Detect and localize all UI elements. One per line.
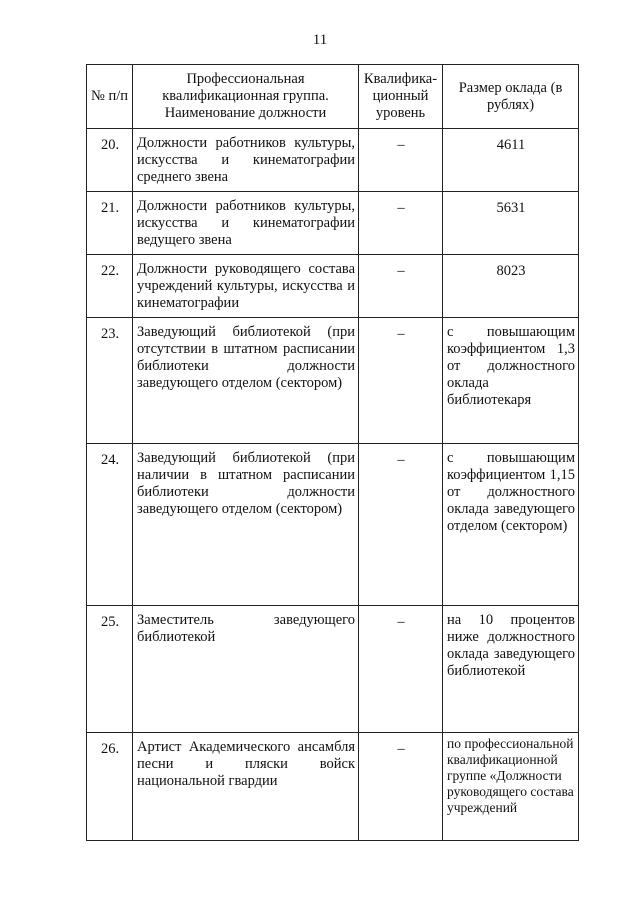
row-level: –: [359, 255, 443, 318]
row-num: 21.: [87, 192, 133, 255]
row-salary: 5631: [443, 192, 579, 255]
row-num: 22.: [87, 255, 133, 318]
table-header-row: [87, 65, 579, 129]
salary-table: [86, 64, 579, 841]
row-position-name: Заведующий библиотекой (при наличии в штатном расписании библиотеки должности заведующего отделом (сектором): [133, 444, 359, 606]
row-position-name: Заведующий библиотекой (при отсутствии в штатном расписании библиотеки должности заведующего отделом (сектором): [133, 318, 359, 444]
row-salary: на 10 процентов ниже должностного оклада заведующего библиотекой: [443, 606, 579, 733]
row-num: 23.: [87, 318, 133, 444]
row-num: 25.: [87, 606, 133, 733]
row-salary: по профессиональной квалификационной группе «Должности руководящего состава учреждений: [443, 733, 579, 841]
row-num: 24.: [87, 444, 133, 606]
header-name: Профессиональная квалификационная группа. Наименование должности: [133, 65, 359, 129]
row-level: –: [359, 444, 443, 606]
table-row: [87, 444, 579, 606]
header-num: № п/п: [87, 65, 133, 129]
row-salary: с повышающим коэффициентом 1,15 от должностного оклада заведующего отделом (сектором): [443, 444, 579, 606]
header-salary: Размер оклада (в рублях): [443, 65, 579, 129]
row-level: –: [359, 606, 443, 733]
row-num: 26.: [87, 733, 133, 841]
row-level: –: [359, 129, 443, 192]
table-row: [87, 255, 579, 318]
row-salary: 8023: [443, 255, 579, 318]
row-salary: 4611: [443, 129, 579, 192]
row-salary: с повышающим коэффициентом 1,3 от должностного оклада библиотекаря: [443, 318, 579, 444]
table-row: [87, 733, 579, 841]
row-position-name: Должности работников культуры, искусства и кинематографии среднего звена: [133, 129, 359, 192]
row-position-name: Заместитель заведующего библиотекой: [133, 606, 359, 733]
table-row: [87, 192, 579, 255]
page-number: 11: [312, 32, 328, 48]
table-row: [87, 318, 579, 444]
row-position-name: Артист Академического ансамбля песни и пляски войск национальной гвардии: [133, 733, 359, 841]
table-row: [87, 606, 579, 733]
table-row: [87, 129, 579, 192]
row-position-name: Должности руководящего состава учреждений культуры, искусства и кинематографии: [133, 255, 359, 318]
row-position-name: Должности работников культуры, искусства и кинематографии ведущего звена: [133, 192, 359, 255]
row-num: 20.: [87, 129, 133, 192]
header-level: Квалифика-ционный уровень: [359, 65, 443, 129]
row-level: –: [359, 733, 443, 841]
row-level: –: [359, 318, 443, 444]
row-level: –: [359, 192, 443, 255]
